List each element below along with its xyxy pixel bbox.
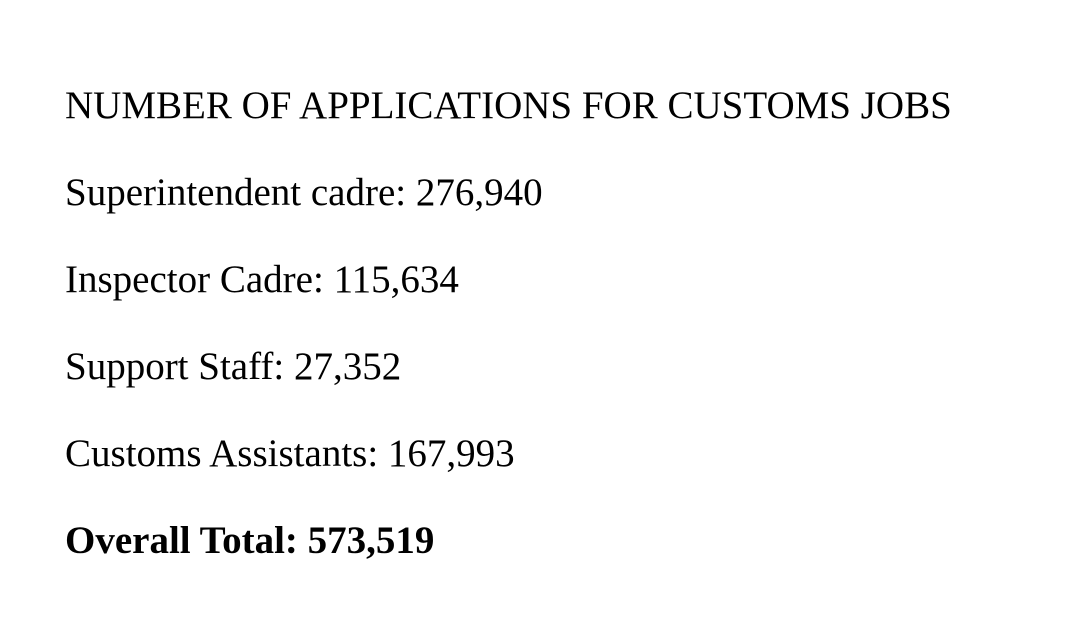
line-inspector-cadre: Inspector Cadre: 115,634	[65, 258, 459, 301]
line-overall-total: Overall Total: 573,519	[65, 519, 435, 562]
line-superintendent-cadre: Superintendent cadre: 276,940	[65, 171, 543, 214]
document-body	[65, 84, 1040, 606]
line-customs-assistants: Customs Assistants: 167,993	[65, 432, 515, 475]
document-title: NUMBER OF APPLICATIONS FOR CUSTOMS JOBS	[65, 84, 952, 127]
line-support-staff: Support Staff: 27,352	[65, 345, 402, 388]
